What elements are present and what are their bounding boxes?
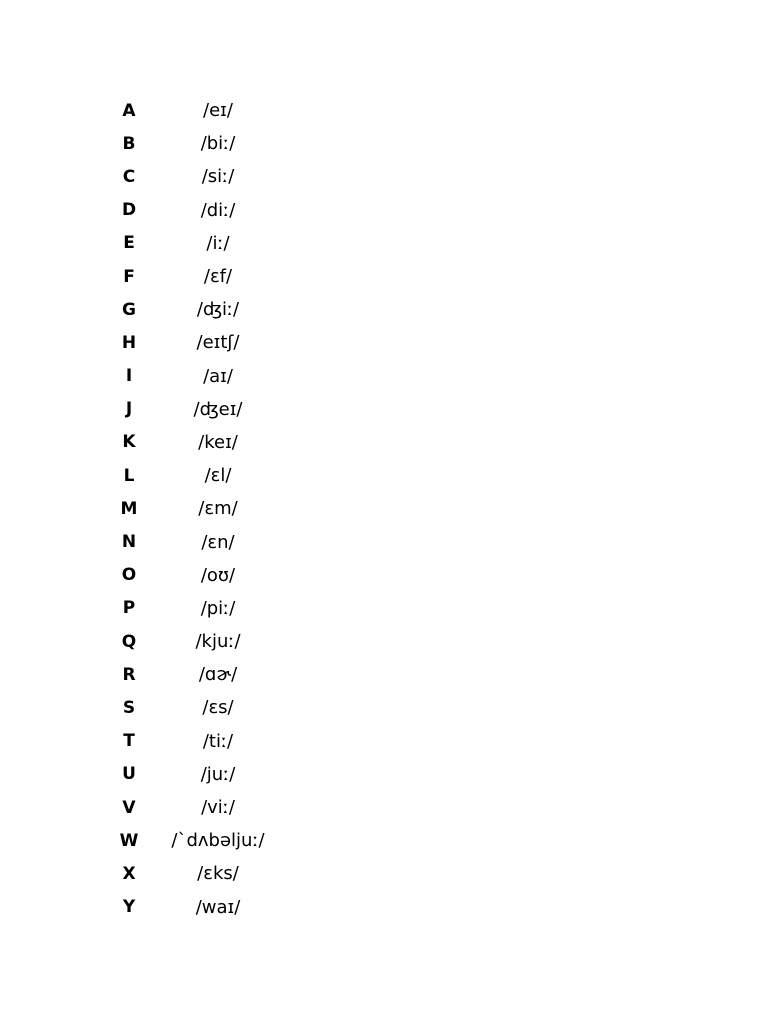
alphabet-row xyxy=(100,326,300,359)
ipa-pronunciation: /ɛks/ xyxy=(197,863,239,885)
letter: A xyxy=(122,100,136,121)
ipa-pronunciation: /iː/ xyxy=(206,232,230,254)
ipa-pronunciation: /diː/ xyxy=(200,199,236,221)
letter: Y xyxy=(122,897,136,918)
alphabet-row xyxy=(100,393,300,426)
ipa-pronunciation: /piː/ xyxy=(200,597,236,619)
ipa-pronunciation: /ʤeɪ/ xyxy=(193,398,243,420)
letter: V xyxy=(122,797,136,818)
alphabet-row xyxy=(100,559,300,592)
letter: N xyxy=(121,532,137,553)
ipa-pronunciation: /kjuː/ xyxy=(195,631,241,653)
alphabet-row xyxy=(100,459,300,492)
letter: I xyxy=(125,366,133,387)
ipa-pronunciation: /oʊ/ xyxy=(200,564,236,586)
letter: T xyxy=(123,731,135,752)
alphabet-row xyxy=(100,293,300,326)
alphabet-row xyxy=(100,891,300,924)
alphabet-row xyxy=(100,227,300,260)
letter: B xyxy=(122,133,136,154)
ipa-pronunciation: /ɛs/ xyxy=(202,697,234,719)
letter: P xyxy=(122,598,136,619)
alphabet-row xyxy=(100,127,300,160)
ipa-pronunciation: /siː/ xyxy=(201,166,235,188)
alphabet-row xyxy=(100,160,300,193)
alphabet-row xyxy=(100,625,300,658)
ipa-pronunciation: /tiː/ xyxy=(202,730,234,752)
ipa-pronunciation: /ɛf/ xyxy=(203,266,233,288)
ipa-pronunciation: /ɛm/ xyxy=(198,498,238,520)
alphabet-row xyxy=(100,194,300,227)
ipa-pronunciation: /waɪ/ xyxy=(195,896,241,918)
letter: U xyxy=(122,764,136,785)
letter: J xyxy=(125,399,133,420)
alphabet-row xyxy=(100,824,300,857)
alphabet-row xyxy=(100,94,300,127)
letter: E xyxy=(123,233,135,254)
alphabet-row xyxy=(100,360,300,393)
ipa-pronunciation: /aɪ/ xyxy=(203,365,233,387)
letter: C xyxy=(122,166,136,187)
alphabet-row xyxy=(100,857,300,890)
letter: Q xyxy=(121,631,137,652)
alphabet-pronunciation-table xyxy=(100,94,300,924)
letter: G xyxy=(122,299,136,320)
ipa-pronunciation: /`dʌbəljuː/ xyxy=(171,830,265,852)
letter: K xyxy=(122,432,136,453)
letter: H xyxy=(121,332,137,353)
alphabet-row xyxy=(100,658,300,691)
alphabet-row xyxy=(100,260,300,293)
alphabet-row xyxy=(100,725,300,758)
ipa-pronunciation: /biː/ xyxy=(200,133,236,155)
ipa-pronunciation: /ɛl/ xyxy=(204,465,232,487)
alphabet-row xyxy=(100,791,300,824)
letter: X xyxy=(122,863,136,884)
letter: W xyxy=(119,830,139,851)
ipa-pronunciation: /eɪ/ xyxy=(203,100,233,122)
alphabet-row xyxy=(100,426,300,459)
letter: M xyxy=(120,498,138,519)
ipa-pronunciation: /ʤiː/ xyxy=(196,299,240,321)
alphabet-row xyxy=(100,492,300,525)
ipa-pronunciation: /ɛn/ xyxy=(201,531,235,553)
ipa-pronunciation: /keɪ/ xyxy=(198,431,238,453)
letter: S xyxy=(122,697,136,718)
ipa-pronunciation: /viː/ xyxy=(201,797,235,819)
alphabet-row xyxy=(100,592,300,625)
letter: L xyxy=(123,465,135,486)
letter: R xyxy=(122,664,136,685)
letter: F xyxy=(123,266,135,287)
letter: D xyxy=(121,200,137,221)
alphabet-row xyxy=(100,525,300,558)
alphabet-row xyxy=(100,691,300,724)
ipa-pronunciation: /ɑɚ/ xyxy=(198,664,238,686)
ipa-pronunciation: /eɪtʃ/ xyxy=(196,332,240,354)
ipa-pronunciation: /juː/ xyxy=(200,763,236,785)
letter: O xyxy=(121,565,137,586)
alphabet-row xyxy=(100,758,300,791)
